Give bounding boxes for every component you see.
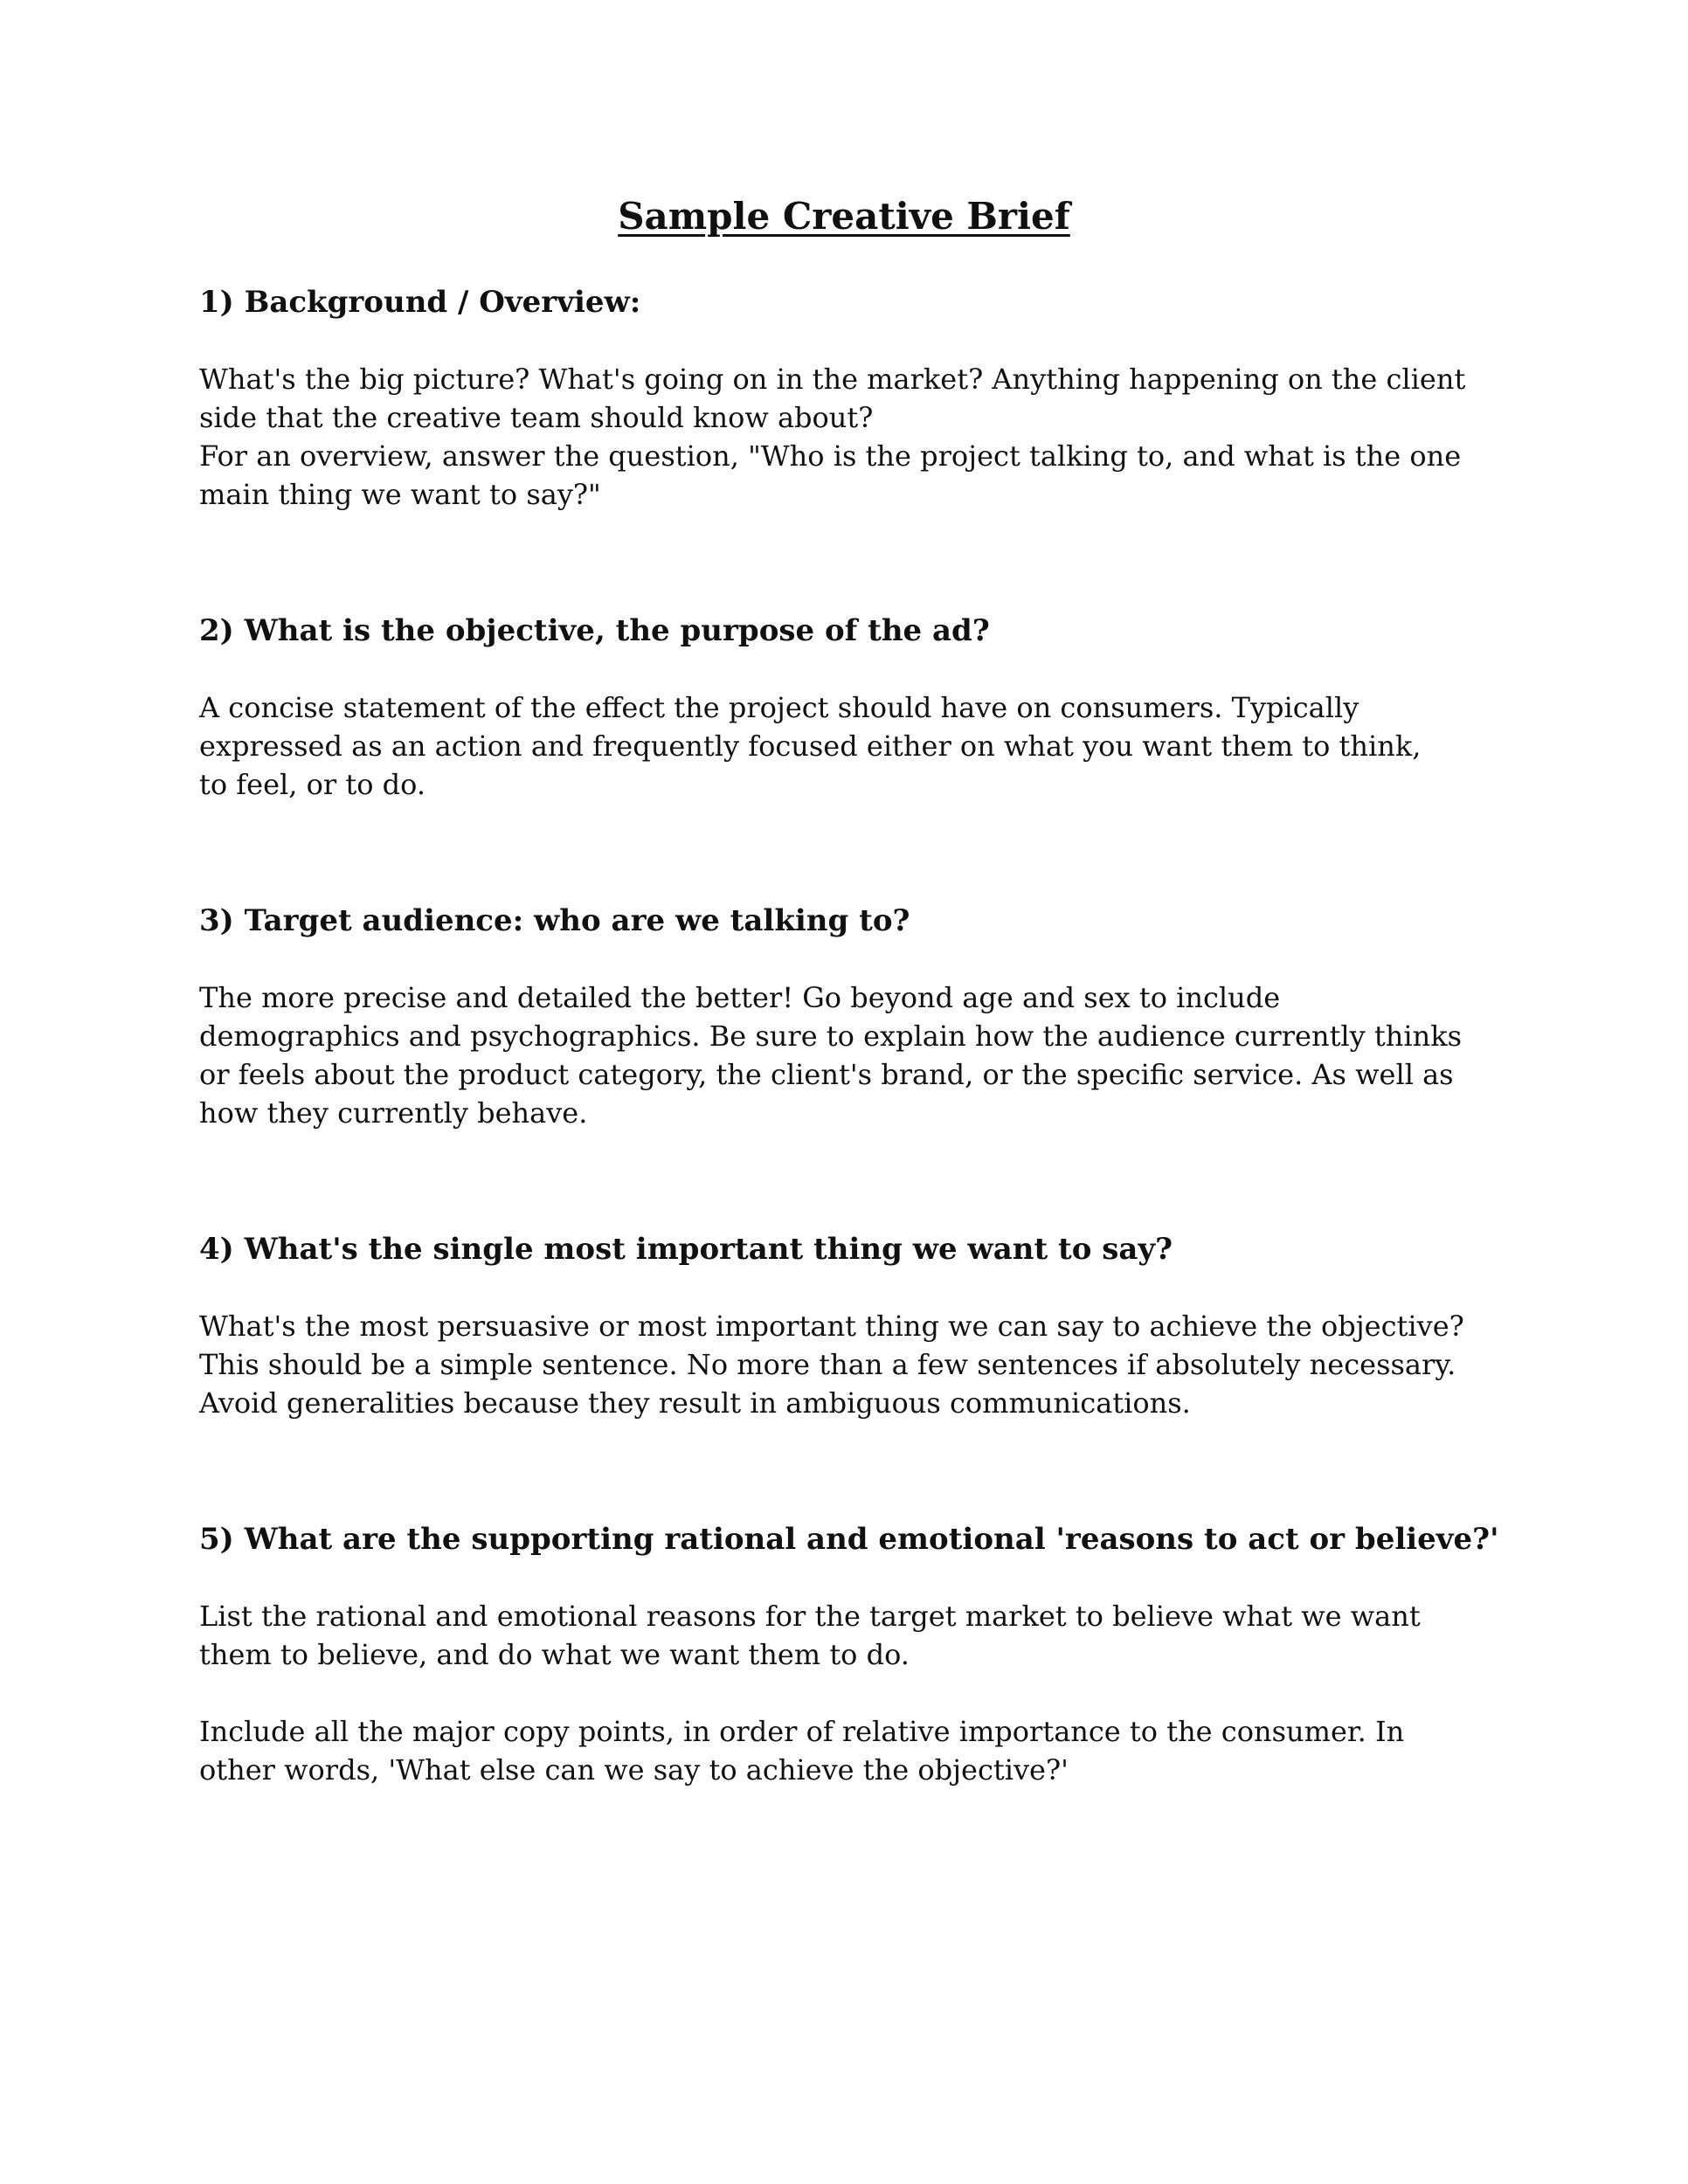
section-key-message <box>199 1230 1475 1422</box>
section-objective <box>199 612 1475 804</box>
paragraph-line: side that the creative team should know about? <box>199 401 874 434</box>
paragraph-line: them to believe, and do what we want them to do. <box>199 1638 910 1671</box>
section-heading: 1) Background / Overview: <box>199 285 641 320</box>
section-paragraph <box>199 978 1475 1132</box>
paragraph-line: or feels about the product category, the client's brand, or the specific service. As well as <box>199 1058 1454 1091</box>
section-reasons <box>199 1520 1499 1789</box>
section-paragraph <box>199 688 1475 804</box>
paragraph-line: The more precise and detailed the better! Go beyond age and sex to include <box>199 981 1281 1014</box>
paragraph-line: main thing we want to say?" <box>199 478 601 511</box>
paragraph-line: List the rational and emotional reasons for the target market to believe what we want <box>199 1600 1421 1633</box>
paragraph-line: to feel, or to do. <box>199 768 425 801</box>
section-paragraph <box>199 1307 1475 1422</box>
paragraph-line: For an overview, answer the question, "Who is the project talking to, and what is the one <box>199 439 1462 473</box>
section-heading: 4) What's the single most important thing we want to say? <box>199 1232 1173 1267</box>
paragraph-line: expressed as an action and frequently focused either on what you want them to think, <box>199 729 1422 763</box>
paragraph-line: Include all the major copy points, in order of relative importance to the consumer. In <box>199 1715 1405 1748</box>
section-paragraph <box>199 360 1475 514</box>
section-heading: 3) Target audience: who are we talking to? <box>199 903 910 938</box>
document-title-text: Sample Creative Brief <box>618 195 1070 238</box>
section-paragraph <box>199 1597 1475 1674</box>
section-target-audience <box>199 902 1475 1132</box>
paragraph-line: This should be a simple sentence. No more than a few sentences if absolutely necessary. <box>199 1348 1456 1381</box>
section-heading: 2) What is the objective, the purpose of the ad? <box>199 613 990 648</box>
section-background <box>199 283 1475 514</box>
paragraph-line: What's the big picture? What's going on in the market? Anything happening on the client <box>199 363 1466 396</box>
paragraph-line: other words, 'What else can we say to achieve the objective?' <box>199 1753 1069 1787</box>
paragraph-line: What's the most persuasive or most important thing we can say to achieve the objective? <box>199 1310 1464 1343</box>
paragraph-line: Avoid generalities because they result in ambiguous communications. <box>199 1386 1191 1420</box>
paragraph-line: how they currently behave. <box>199 1096 588 1130</box>
paragraph-line: A concise statement of the effect the project should have on consumers. Typically <box>199 691 1359 724</box>
document-title <box>0 192 1688 241</box>
document-body <box>199 262 1499 1789</box>
section-paragraph <box>199 1712 1475 1789</box>
section-heading: 5) What are the supporting rational and emotional 'reasons to act or believe?' <box>199 1522 1499 1557</box>
paragraph-line: demographics and psychographics. Be sure to explain how the audience currently thinks <box>199 1019 1463 1053</box>
